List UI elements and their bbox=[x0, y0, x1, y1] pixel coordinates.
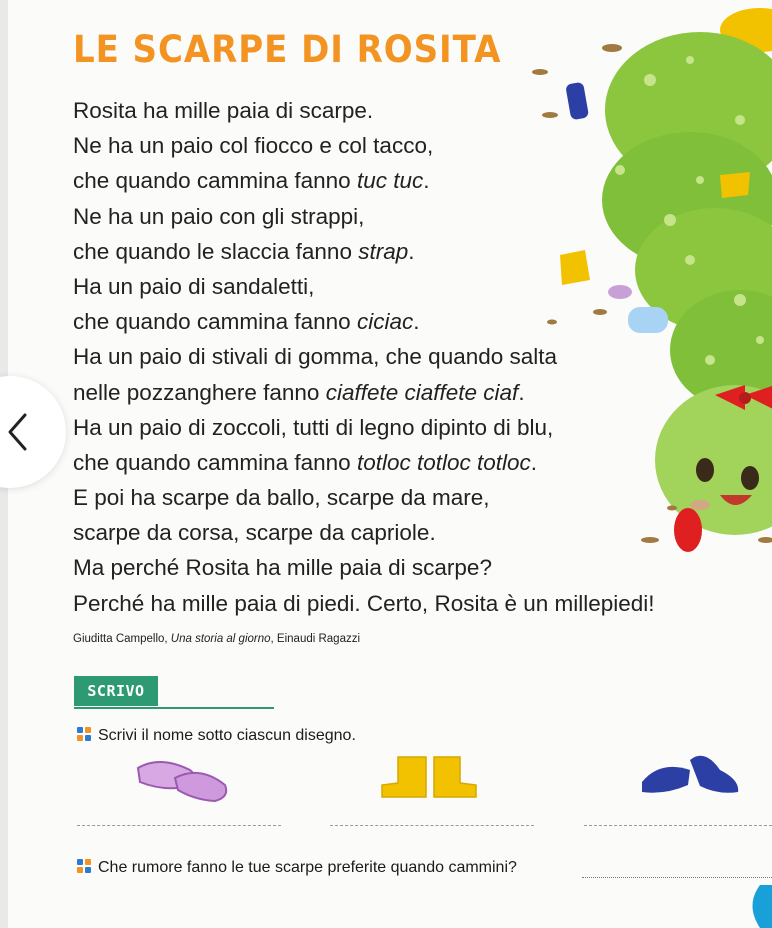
answer-line-2[interactable] bbox=[330, 825, 534, 826]
poem-line: nelle pozzanghere fanno ciaffete ciaffete ciaf. bbox=[73, 379, 525, 405]
poem-line: Ma perché Rosita ha mille paia di scarpe? bbox=[73, 555, 492, 581]
exercise-instruction-1: Scrivi il nome sotto ciascun disegno. bbox=[76, 726, 356, 745]
poem-line: Rosita ha mille paia di scarpe. bbox=[73, 98, 374, 123]
poem-line: che quando cammina fanno ciciac. bbox=[73, 309, 420, 335]
poem-line: che quando cammina fanno tuc tuc. bbox=[73, 168, 430, 194]
exercise-instruction-2: Che rumore fanno le tue scarpe preferite quando cammini? bbox=[76, 858, 517, 877]
page-title: LE SCARPE DI ROSITA bbox=[73, 28, 502, 71]
poem-line: Ha un paio di zoccoli, tutti di legno dipinto di blu, bbox=[73, 414, 554, 440]
sound-word: ciciac bbox=[356, 309, 414, 335]
sound-word: totloc totloc totloc bbox=[356, 449, 531, 475]
sound-word: strap bbox=[358, 238, 409, 264]
clogs-icon bbox=[642, 756, 738, 793]
poem-line: scarpe da corsa, scarpe da capriole. bbox=[73, 520, 436, 546]
chevron-left-icon bbox=[6, 412, 28, 452]
sandals-icon bbox=[138, 762, 226, 801]
poem-line: E poi ha scarpe da ballo, scarpe da mare, bbox=[73, 485, 490, 511]
poem-line: che quando le slaccia fanno strap. bbox=[73, 238, 415, 264]
puzzle-bullet-icon bbox=[76, 858, 92, 874]
poem-line: Ne ha un paio con gli strappi, bbox=[73, 203, 365, 229]
sound-word: ciaffete ciaffete ciaf bbox=[325, 379, 519, 405]
rain-boots-icon bbox=[382, 757, 476, 797]
section-label: SCRIVO bbox=[74, 676, 158, 706]
answer-line-3[interactable] bbox=[584, 825, 772, 826]
source-credit: Giuditta Campello, Una storia al giorno, Einaudi Ragazzi bbox=[73, 633, 361, 645]
poem-line: Ha un paio di stivali di gomma, che quando salta bbox=[73, 344, 558, 370]
answer-line-1[interactable] bbox=[77, 825, 281, 826]
poem-line: che quando cammina fanno totloc totloc totloc. bbox=[73, 449, 538, 475]
poem-line: Perché ha mille paia di piedi. Certo, Rosita è un millepiedi! bbox=[73, 590, 655, 616]
sound-word: tuc tuc bbox=[356, 168, 424, 194]
poem-line: Ne ha un paio col fiocco e col tacco, bbox=[73, 133, 434, 159]
answer-line-4[interactable] bbox=[582, 877, 772, 878]
poem-line: Ha un paio di sandaletti, bbox=[73, 273, 315, 299]
